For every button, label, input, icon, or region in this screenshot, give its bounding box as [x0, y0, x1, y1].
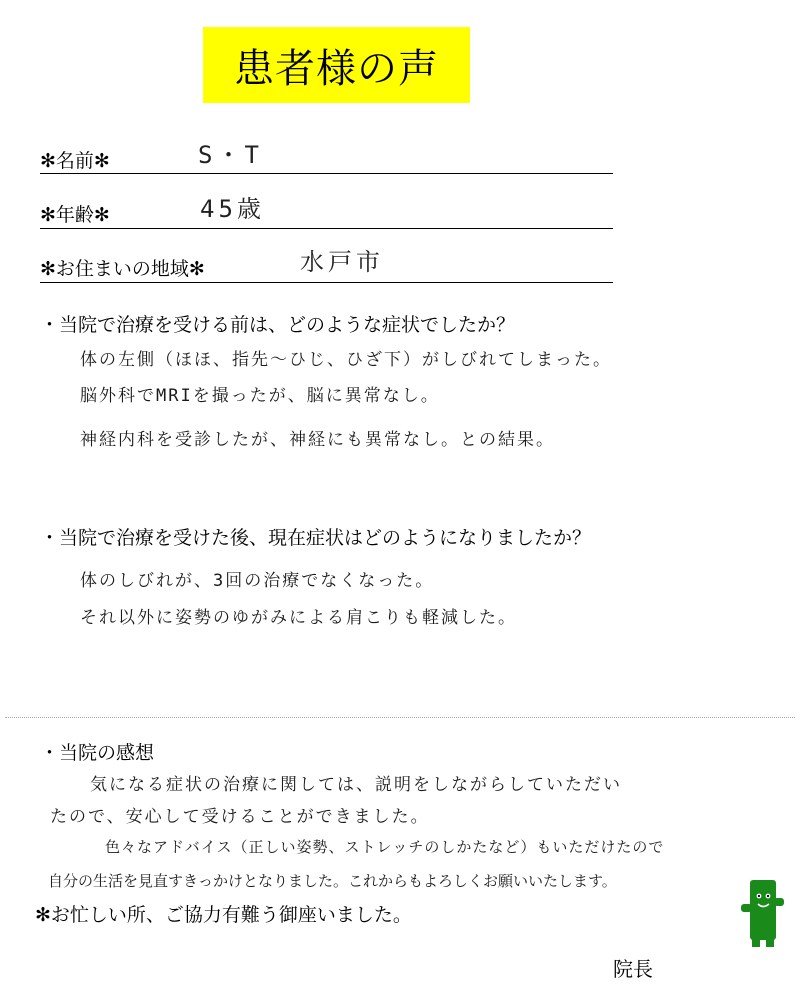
green-mascot-icon — [740, 878, 785, 948]
answer-2-line-1: 体のしびれが、3回の治療でなくなった。 — [80, 571, 435, 591]
age-label: ✻年齢✻ — [40, 204, 110, 226]
section-divider — [5, 717, 795, 718]
page-title — [203, 27, 470, 103]
answer-1-line-3: 神経内科を受診したが、神経にも異常なし。との結果。 — [80, 430, 555, 450]
age-underline — [40, 228, 613, 229]
answer-3-line-2: たので、安心して受けることができました。 — [50, 807, 430, 827]
question-3: ・当院の感想 — [40, 742, 155, 764]
answer-3-line-4: 自分の生活を見直すきっかけとなりました。これからもよろしくお願いいたします。 — [48, 872, 617, 890]
age-value: 45歳 — [200, 195, 265, 223]
question-2: ・当院で治療を受けた後、現在症状はどのようになりましたか？ — [40, 527, 592, 549]
area-underline — [40, 282, 613, 283]
name-value: S・T — [198, 141, 263, 169]
answer-1-line-2: 脳外科でMRIを撮ったが、脳に異常なし。 — [80, 386, 440, 406]
name-label: ✻名前✻ — [40, 150, 110, 172]
answer-3-line-3: 色々なアドバイス（正しい姿勢、ストレッチのしかたなど）もいただけたので — [105, 838, 665, 856]
signer-title: 院長 — [613, 957, 653, 981]
area-value: 水戸市 — [300, 248, 384, 276]
question-1: ・当院で治療を受ける前は、どのような症状でしたか？ — [40, 314, 516, 336]
page-title-text: 患者様の声 — [234, 45, 439, 92]
closing-message: ✻お忙しい所、ご協力有難う御座いました。 — [35, 904, 412, 926]
area-label: ✻お住まいの地域✻ — [40, 258, 205, 280]
answer-3-line-1: 気になる症状の治療に関しては、説明をしながらしていただい — [90, 775, 622, 795]
name-underline — [40, 173, 613, 174]
answer-2-line-2: それ以外に姿勢のゆがみによる肩こりも軽減した。 — [80, 608, 517, 628]
answer-1-line-1: 体の左側（ほほ、指先〜ひじ、ひざ下）がしびれてしまった。 — [80, 350, 612, 370]
